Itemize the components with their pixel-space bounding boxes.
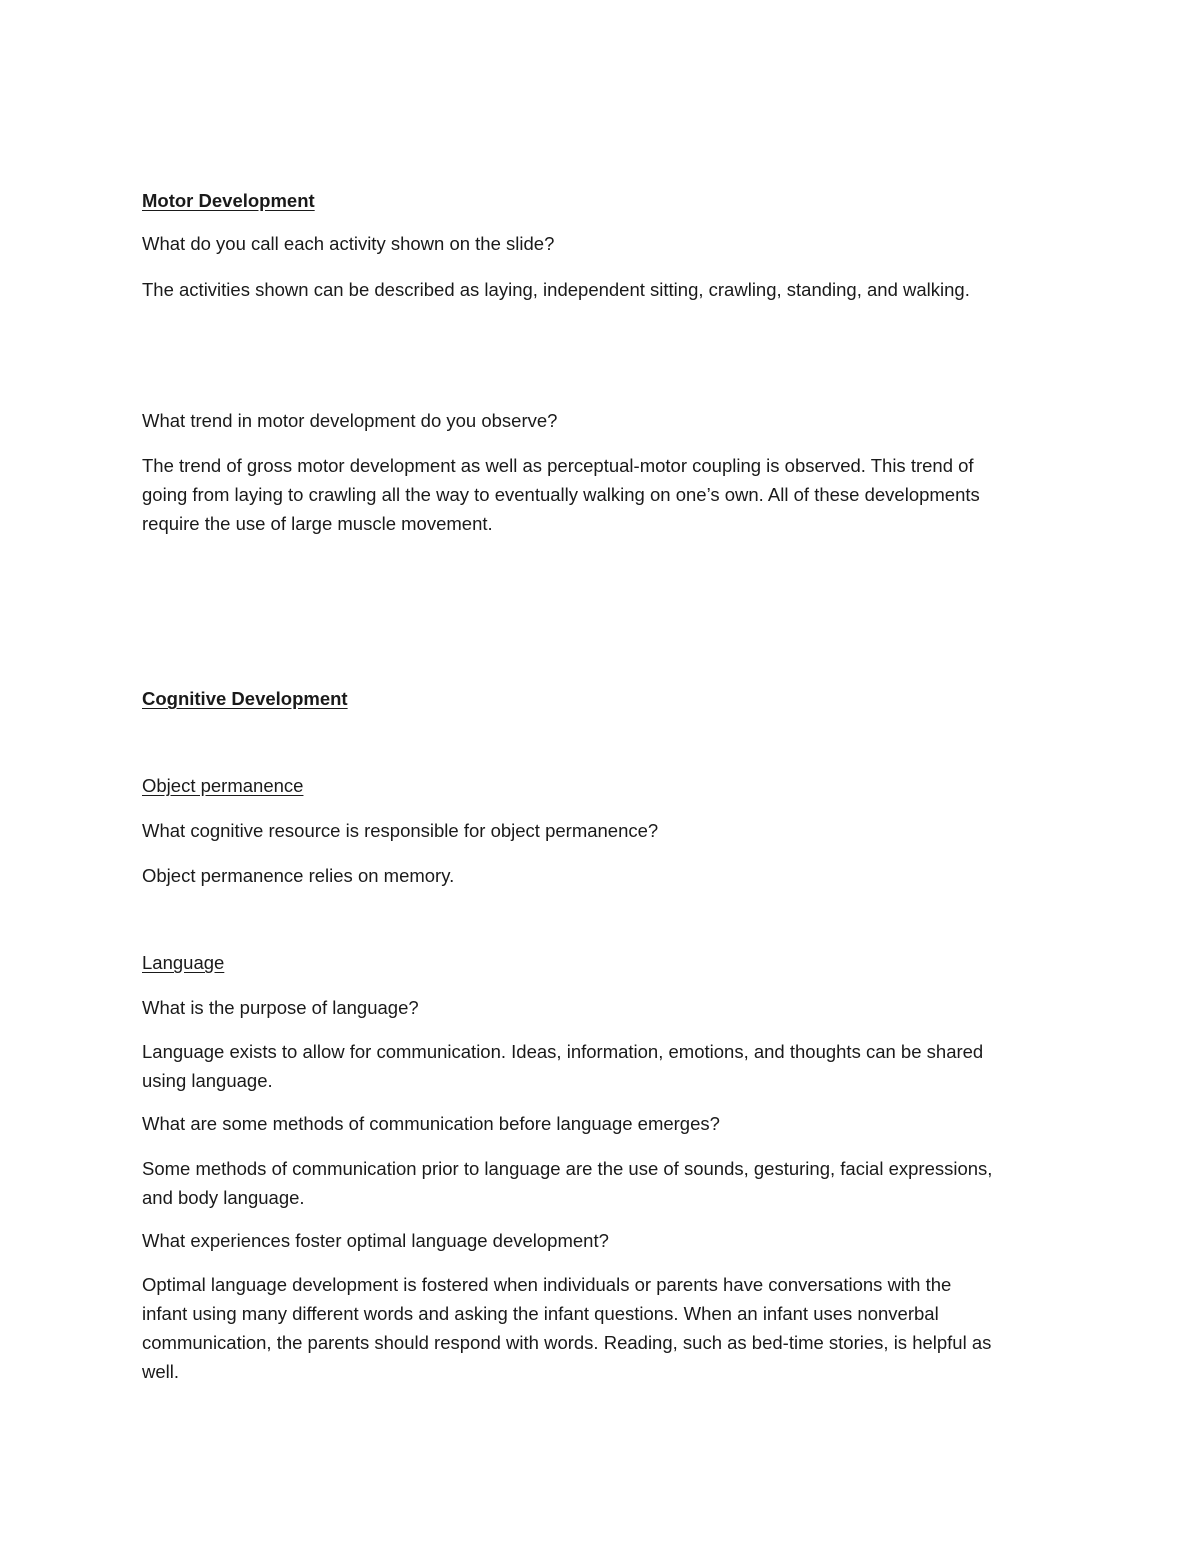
language-answer-purpose-line: Language exists to allow for communication. Ideas, information, emotions, and thoughts can be shared bbox=[142, 1041, 984, 1062]
language-question-experiences: What experiences foster optimal language development? bbox=[142, 1230, 609, 1251]
language-question-purpose: What is the purpose of language? bbox=[142, 997, 419, 1018]
cognitive-development-heading: Cognitive Development bbox=[142, 688, 348, 709]
language-answer-experiences-line: infant using many different words and asking the infant questions. When an infant uses nonverbal bbox=[142, 1303, 939, 1324]
language-answer-methods-line: Some methods of communication prior to language are the use of sounds, gesturing, facial expressions, bbox=[142, 1158, 993, 1179]
language-answer-experiences-line: Optimal language development is fostered when individuals or parents have conversations with the bbox=[142, 1274, 952, 1295]
language-answer-purpose-line: using language. bbox=[142, 1070, 273, 1091]
motor-answer-activities: The activities shown can be described as laying, independent sitting, crawling, standing, and walking. bbox=[142, 279, 970, 300]
motor-answer-trend-line: The trend of gross motor development as well as perceptual-motor coupling is observed. This trend of bbox=[142, 455, 974, 476]
motor-question-activities: What do you call each activity shown on the slide? bbox=[142, 233, 555, 254]
motor-answer-trend-line: going from laying to crawling all the way to eventually walking on one’s own. All of these developments bbox=[142, 484, 980, 505]
object-permanence-subheading: Object permanence bbox=[142, 775, 304, 796]
motor-development-heading: Motor Development bbox=[142, 190, 315, 211]
object-permanence-question: What cognitive resource is responsible for object permanence? bbox=[142, 820, 659, 841]
language-answer-experiences-line: well. bbox=[142, 1361, 180, 1382]
motor-question-trend: What trend in motor development do you observe? bbox=[142, 410, 558, 431]
language-subheading: Language bbox=[142, 952, 225, 973]
language-answer-methods-line: and body language. bbox=[142, 1187, 305, 1208]
object-permanence-answer: Object permanence relies on memory. bbox=[142, 865, 455, 886]
motor-answer-trend-line: require the use of large muscle movement. bbox=[142, 513, 493, 534]
language-answer-experiences-line: communication, the parents should respond with words. Reading, such as bed-time stories, is helpful as bbox=[142, 1332, 992, 1353]
language-question-methods: What are some methods of communication before language emerges? bbox=[142, 1113, 720, 1134]
